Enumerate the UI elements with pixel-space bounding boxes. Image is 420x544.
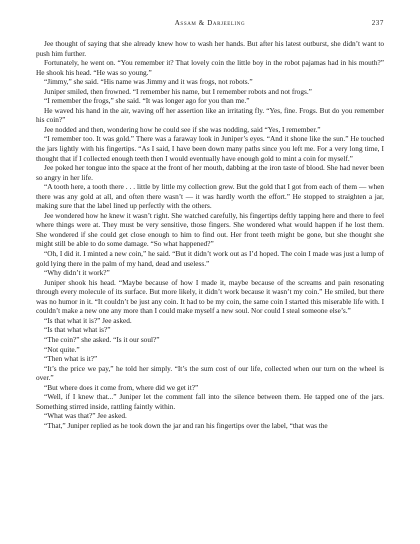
paragraph: “What was that?” Jee asked. xyxy=(44,411,127,421)
paragraph: Jee thought of saying that she already knew how to wash her hands. But after his latest outburst, she didn’t want to push him further. xyxy=(36,39,384,58)
body-text xyxy=(36,39,384,430)
paragraph: “Then what is it?” xyxy=(44,354,98,364)
paragraph: “A tooth here, a tooth there . . . little by little my collection grew. But the gold that I got from each of them — when there was any gold at all, and often there wasn’t — it was hardly worth the effort.” He stopped to straighten a jar, making sure that the label lined up perfectly with the others. xyxy=(36,182,384,211)
paragraph: Juniper shook his head. “Maybe because of how I made it, maybe because of the screams and pain resonating through every molecule of its surface. But more likely, it didn’t work because it wasn’t my coin.” He smiled, but there was no humor in it. “It couldn’t be just any coin. It had to be my coin, the same coin I started this miserable life with. I couldn’t make a new one any more than I could make myself a new soul. Nor could I steal someone else’s.” xyxy=(36,277,384,316)
paragraph: “It’s the price we pay,” he told her simply. “It’s the sum cost of our life, collected when our turn on the wheel is over.” xyxy=(36,363,384,383)
paragraph: Juniper smiled, then frowned. “I remember his name, but I remember robots and not frogs.” xyxy=(44,86,312,96)
paragraph: “Is that what it is?” Jee asked. xyxy=(44,315,132,325)
running-head xyxy=(36,19,384,33)
running-head-title: Assam & Darjeeling xyxy=(174,19,246,27)
paragraph: “The coin?” she asked. “Is it our soul?” xyxy=(44,334,160,344)
paragraph: He waved his hand in the air, waving off her assertion like an irritating fly. “Yes, fine. Frogs. But do you remember his coin?” xyxy=(36,105,384,125)
paragraph: Fortunately, he went on. “You remember it? That lovely coin the little boy in the robot pajamas had in his mouth?” He shook his head. “He was so young.” xyxy=(36,58,384,77)
paragraph: Jee wondered how he knew it wasn’t right. She watched carefully, his fingertips deftly tapping here and there to feel where things were at. They must be very sensitive, those fingers. She wondered what would happen if he lost them. She wondered if she could get close enough to him to find out. Her front teeth might be gone, but she thought she might still be able to do some damage. “So what happened?” xyxy=(36,210,384,249)
paragraph: “That,” Juniper replied as he took down the jar and ran his fingertips over the label, “that was the xyxy=(44,420,328,430)
paragraph: “But where does it come from, where did we get it?” xyxy=(44,382,199,392)
paragraph: “Jimmy,” she said. “His name was Jimmy and it was frogs, not robots.” xyxy=(44,77,253,87)
paragraph: “Oh, I did it. I minted a new coin,” he said. “But it didn’t work out as I’d hoped. The coin I made was just a lump of gold lying there in the palm of my hand, dead and useless.” xyxy=(36,249,384,268)
page-number: 237 xyxy=(371,19,384,27)
paragraph: “Is that what what is?” xyxy=(44,325,111,335)
paragraph: “Why didn’t it work?” xyxy=(44,268,110,278)
paragraph: “Well, if I knew that...” Juniper let the comment fall into the silence between them. He tapped one of the jars. Something stirred inside, rattling faintly within. xyxy=(36,392,384,411)
paragraph: Jee poked her tongue into the space at the front of her mouth, dabbing at the iron taste of blood. She had never been so angry in her life. xyxy=(36,163,384,182)
paragraph: Jee nodded and then, wondering how he could see if she was nodding, said “Yes, I remember.” xyxy=(44,124,321,134)
paragraph: “I remember the frogs,” she said. “It was longer ago for you than me.” xyxy=(44,96,250,106)
paragraph: “I remember too. It was gold.” There was a faraway look in Juniper’s eyes. “And it shone like the sun.” He touched the jars lightly with his fingertips. “As I said, I have been down many paths since you left me. For a very long time, I thought that if I collected enough teeth then I would eventually have enough gold to mint a coin for myself.” xyxy=(36,134,384,163)
paragraph: “Not quite.” xyxy=(44,344,80,354)
